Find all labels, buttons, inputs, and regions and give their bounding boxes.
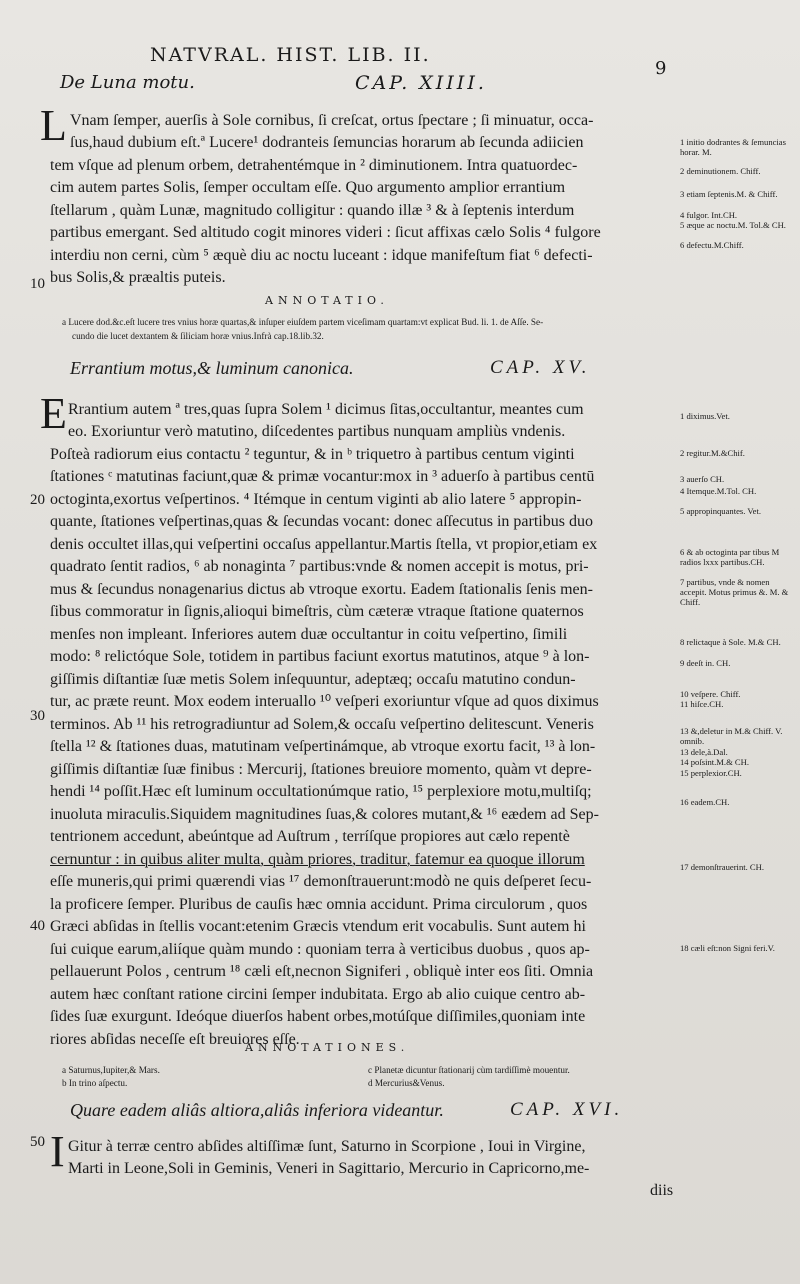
ch15-line: Poſteà radiorum eius contactu ² teguntur, & in ᵇ triquetro à partibus centum viginti	[50, 446, 575, 463]
chapter-title: Quare eadem aliâs altiora,aliâs inferiora videantur.	[70, 1100, 444, 1120]
margin-note: 6 defectu.M.Chiff.	[680, 240, 744, 250]
ch15-line: riores abſidas neceſſe eſt breuiores eſſe.	[50, 1031, 300, 1048]
annotation-line: cundo die lucet dextantem & ſiliciam horæ vnius.Infrà cap.18.lib.32.	[72, 331, 324, 341]
ch16-line: Gitur à terræ centro abſides altiſſimæ ſunt, Saturno in Scorpione , Ioui in Virgine,	[68, 1138, 586, 1155]
ch14-line: partibus emergant. Sed altitudo cogit minores videri : ſicut affixas cælo Solis ⁴ fulgore	[50, 224, 601, 241]
margin-note: 11 hiſce.CH.	[680, 699, 724, 709]
margin-note: 6 & ab octoginta par tibus M radios lxxx partibus.CH.	[680, 547, 780, 567]
ch15-line: eo. Exoriuntur verò matutino, diſcedentes partibus nunquam ampliùs vndenis.	[68, 423, 566, 440]
running-head-title: NATVRAL. HIST. LIB. II.	[150, 44, 431, 66]
chapter-title: Errantium motus,& luminum canonica.	[70, 358, 354, 378]
margin-note: 3 etiam ſeptenis.M. & Chiff.	[680, 189, 778, 199]
annotation-line: a Saturnus,Iupiter,& Mars.	[62, 1065, 160, 1075]
line-number: 20	[30, 492, 45, 508]
margin-note: 2 deminutionem. Chiff.	[680, 166, 761, 176]
ch15-line: denis occultet illas,qui veſpertini occaſus appellantur.Martis ſtella, vt propior,etiam ex	[50, 536, 598, 553]
margin-note: 18 cæli eſt:non Signi feri.V.	[680, 943, 775, 953]
margin-note: 15 perplexior.CH.	[680, 768, 742, 778]
ch15-line: tentrionem accedunt, abeúntque ad Auſtrum , terríſque propiores aut cælo repentè	[50, 828, 570, 845]
ch15-line: Rrantium autem ª tres,quas ſupra Solem ¹ dicimus ſitas,occultantur, meantes cum	[68, 401, 584, 418]
ch15-line: giſſimis diſtantiæ ſuæ metis Solem inſequuntur, adeptæq; occaſu matutino condun-	[50, 671, 576, 688]
margin-note: 8 relictaque à Sole. M.& CH.	[680, 637, 781, 647]
margin-note: 2 regitur.M.&Chif.	[680, 448, 745, 458]
ch15-line: giſſimis diſtantiæ ſuæ finibus : Mercurij, ſtationes breuiore momento, quàm vt depre-	[50, 761, 592, 778]
annotation-line: c Planetæ dicuntur ſtationarij cùm tardiſſimè mouentur.	[368, 1065, 570, 1075]
ch14-line: tem vſque ad plenum orbem, detrahentémque in ² diminutionem. Intra quatuordec-	[50, 157, 578, 174]
ch15-line: modo: ⁸ relictóque Sole, totidem in partibus faciunt exortus matutinos, atque ⁹ à lon-	[50, 648, 590, 665]
annotation-line: b In trino aſpectu.	[62, 1078, 128, 1088]
ch15-line: quante, ſtationes veſpertinas,quas & ſecundas vocant: donec aſſecutus in partibus duo	[50, 513, 593, 530]
annotationes-title: ANNOTATIONES.	[245, 1041, 410, 1054]
drop-cap: E	[40, 389, 67, 438]
ch14-line: Vnam ſemper, auerſis à Sole cornibus, ſi creſcat, ortus ſpectare ; ſi minuatur, occa-	[70, 112, 594, 129]
ch15-line: Græci abſidas in ſtellis vocant:etenim Græcis vtendum erit vocabulis. Sunt autem hi	[50, 918, 586, 935]
margin-note: 5 æque ac noctu.M. Tol.& CH.	[680, 220, 786, 230]
margin-note: 7 partibus, vnde & nomen accepit. Motus primus &. M. & Chiff.	[680, 577, 789, 607]
margin-note: 10 veſpere. Chiff.	[680, 689, 741, 699]
chapter-heading: CAP. XV.	[490, 357, 591, 378]
ch15-line: mus & ſecundus nonagenarius dictus ab vtroque exortu. Eadem ſtationalis ſenis men-	[50, 581, 593, 598]
margin-note: 9 deeſt in. CH.	[680, 658, 731, 668]
line-number: 30	[30, 708, 45, 724]
catchword: diis	[650, 1182, 674, 1199]
ch14-line: ſtellarum , quàm Lunæ, magnitudo colligitur : quando illæ ³ & à ſeptenis interdum	[50, 202, 575, 219]
margin-note: 4 fulgor. Int.CH.	[680, 210, 738, 220]
annotatio-title: ANNOTATIO.	[265, 294, 389, 307]
margin-note: 5 appropinquantes. Vet.	[680, 506, 761, 516]
line-number: 50	[30, 1134, 45, 1150]
chapter-heading: CAP. XVI.	[510, 1099, 624, 1120]
ch15-line: autem hæc conſtant ratione circini ſemper indubitata. Ergo ab alio cuique centro ab-	[50, 986, 586, 1003]
line-number: 40	[30, 918, 45, 934]
ch15-line: pellauerunt Polos , centrum ¹⁸ cæli eſt,necnon Signiferi , obliquè inter eos ſiti. Omnia	[50, 963, 594, 980]
section-title: De Luna motu.	[60, 72, 195, 93]
ch15-line: octoginta,exortus veſpertinos. ⁴ Itémque in centum viginti ab alio latere ⁵ appropin-	[50, 491, 582, 508]
ch15-line: ſides ſuæ exurgunt. Ideóque diuerſos habent orbes,motúſque diſſimiles,quoniam inte	[50, 1008, 586, 1025]
ch15-line: ſibus commoratur in ſignis,alioqui bimeſtris, cùm cæteræ vtraque ſtatione quaternos	[50, 603, 584, 620]
annotation-line: d Mercurius&Venus.	[368, 1078, 445, 1088]
drop-cap: I	[50, 1127, 65, 1176]
ch14-line: cim autem partes Solis, ſemper occultam eſſe. Quo argumento amplior errantium	[50, 179, 566, 196]
margin-note: 13 dele,à.Dal.	[680, 747, 728, 757]
margin-note: 17 demonſtrauerint. CH.	[680, 862, 765, 872]
ch15-line: menſes non impleant. Inferiores autem duæ occultantur in coitu veſpertino, ſimili	[50, 626, 568, 643]
annotation-line: a Lucere dod.&c.eſt lucere tres vnius horæ quartas,& inſuper eiuſdem partem viceſimam quartam:vt explicat Bud. li. 1. de Aſſe. Se-	[62, 317, 544, 327]
margin-note: 1 initio dodrantes & ſemuncias horar. M.	[680, 137, 786, 157]
margin-note: 16 eadem.CH.	[680, 797, 730, 807]
ch15-line: tur, ac præte reunt. Mox eodem interuallo ¹⁰ veſperi exoriuntur vſque ad quos diximus	[50, 693, 599, 710]
ch15-line: inuoluta miraculis.Siquidem magnitudines ſuas,& colores mutant,& ¹⁶ eædem ad Sep-	[50, 806, 599, 823]
ch14-line: ſus,haud dubium eſt.ª Lucere¹ dodranteis ſemuncias horarum ab ſecunda adiicien	[70, 134, 584, 151]
ch14-line: interdiu non cerni, cùm ⁵ æquè diu ac noctu luceant : idque manifeſtum fiat ⁶ defecti-	[50, 247, 593, 264]
chapter-heading: CAP. XIIII.	[355, 72, 487, 94]
ch16-line: Marti in Leone,Soli in Geminis, Veneri in Sagittario, Mercurio in Capricorno,me-	[68, 1160, 590, 1177]
ch14-line: bus Solis,& præaltis puteis.	[50, 269, 226, 286]
ch15-line: ſtationes ᶜ matutinas faciunt,quæ & primæ vocantur:mox in ³ aduerſo à partibus centū	[50, 468, 595, 485]
ch15-line: eſſe muneris,qui primi quærendi vias ¹⁷ demonſtrauerunt:modò ne quis deſperet ſecu-	[50, 873, 592, 890]
ch15-line-underlined: cernuntur : in quibus aliter multa, quàm priores, traditur, fatemur ea quoque illorum	[50, 851, 585, 868]
margin-note: 1 diximus.Vet.	[680, 411, 730, 421]
margin-note: 4 Itemque.M.Tol. CH.	[680, 486, 757, 496]
ch15-line: quadrato ſentit radios, ⁶ ab nonaginta ⁷ partibus:vnde & nomen accepit is motus, pri-	[50, 558, 589, 575]
margin-note: 13 &,deletur in M.& Chiff. V. omnib.	[680, 726, 783, 746]
ch15-line: la proficere ſemper. Pluribus de cauſis hæc omnia accidunt. Prima circulorum , quos	[50, 896, 588, 913]
ch15-line: terminos. Ab ¹¹ his retrogradiuntur ad Solem,& occaſu veſpertino delitescunt. Veneris	[50, 716, 594, 733]
page-number: 9	[655, 58, 667, 79]
ch15-line: ſui cuique earum,aliíque quàm mundo : quoniam terra à verticibus duobus , quos ap-	[50, 941, 590, 958]
margin-note: 14 poſsint.M.& CH.	[680, 757, 749, 767]
margin-note: 3 auerſo CH.	[680, 474, 725, 484]
line-number: 10	[30, 276, 45, 292]
drop-cap: L	[40, 101, 67, 150]
ch15-line: hendi ¹⁴ poſſit.Hæc eſt luminum occultationúmque ratio, ¹⁵ perplexiore motu,multiſq;	[50, 783, 592, 800]
ch15-line: ſtella ¹² & ſtationes duas, matutinam veſpertinámque, ab vtroque exortu facit, ¹³ à lon-	[50, 738, 596, 755]
